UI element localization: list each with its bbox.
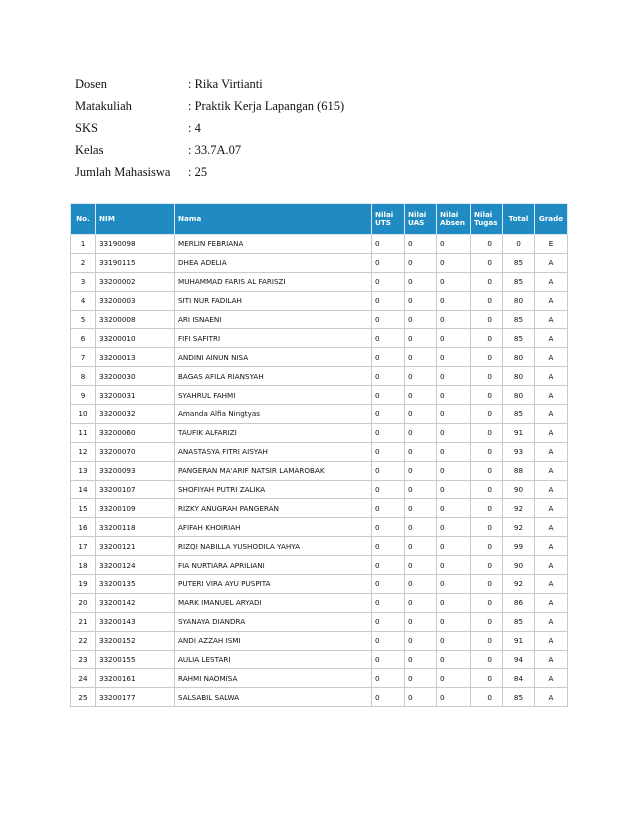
cell-nama: RIZKY ANUGRAH PANGERAN (175, 499, 372, 518)
cell-nilai-absen: 0 (437, 631, 471, 650)
grades-table (70, 203, 568, 707)
cell-nilai-uas: 0 (405, 367, 437, 386)
cell-total: 99 (503, 537, 535, 556)
cell-nilai-absen: 0 (437, 423, 471, 442)
header-nilai-uts-line2: UTS (375, 218, 391, 227)
cell-nama: RAHMI NAOMISA (175, 669, 372, 688)
info-label: Jumlah Mahasiswa (75, 164, 171, 179)
cell-total: 91 (503, 631, 535, 650)
cell-nama: FIFI SAFITRI (175, 329, 372, 348)
cell-nilai-uts: 0 (372, 291, 405, 310)
cell-grade: A (535, 423, 568, 442)
info-value: : 33.7A.07 (188, 142, 242, 157)
cell-no: 21 (71, 612, 96, 631)
cell-nilai-uts: 0 (372, 518, 405, 537)
info-value: : 4 (188, 120, 201, 135)
cell-nim: 33200152 (96, 631, 175, 650)
cell-nama: SYAHRUL FAHMI (175, 386, 372, 405)
cell-nilai-tugas: 0 (471, 593, 503, 612)
cell-total: 85 (503, 272, 535, 291)
cell-nilai-absen: 0 (437, 310, 471, 329)
cell-nilai-tugas: 0 (471, 461, 503, 480)
cell-nilai-tugas: 0 (471, 556, 503, 575)
cell-nama: ANDINI AINUN NISA (175, 348, 372, 367)
cell-total: 92 (503, 575, 535, 594)
cell-nilai-uas: 0 (405, 518, 437, 537)
cell-total: 86 (503, 593, 535, 612)
cell-nama: ANDI AZZAH ISMI (175, 631, 372, 650)
table-row (71, 329, 568, 348)
cell-total: 90 (503, 556, 535, 575)
cell-total: 80 (503, 386, 535, 405)
cell-nilai-uts: 0 (372, 367, 405, 386)
cell-nilai-uts: 0 (372, 442, 405, 461)
cell-nim: 33200155 (96, 650, 175, 669)
cell-nim: 33200142 (96, 593, 175, 612)
cell-nilai-tugas: 0 (471, 650, 503, 669)
cell-nilai-uts: 0 (372, 631, 405, 650)
cell-no: 15 (71, 499, 96, 518)
table-row (71, 518, 568, 537)
table-row (71, 480, 568, 499)
header-nilai-uts-line1: Nilai (375, 209, 394, 219)
cell-nilai-tugas: 0 (471, 253, 503, 272)
cell-nilai-uas: 0 (405, 272, 437, 291)
cell-nilai-uts: 0 (372, 556, 405, 575)
cell-grade: A (535, 348, 568, 367)
cell-nim: 33200124 (96, 556, 175, 575)
cell-nilai-absen: 0 (437, 669, 471, 688)
cell-nim: 33200002 (96, 272, 175, 291)
cell-nilai-uas: 0 (405, 612, 437, 631)
cell-nama: MERLIN FEBRIANA (175, 235, 372, 254)
cell-grade: A (535, 593, 568, 612)
info-label: Dosen (75, 77, 107, 92)
cell-nilai-uas: 0 (405, 688, 437, 707)
cell-nilai-absen: 0 (437, 575, 471, 594)
cell-nilai-uas: 0 (405, 291, 437, 310)
table-row (71, 612, 568, 631)
cell-nilai-absen: 0 (437, 688, 471, 707)
info-label: Kelas (75, 142, 104, 157)
cell-no: 9 (71, 386, 96, 405)
cell-nilai-tugas: 0 (471, 442, 503, 461)
cell-nilai-tugas: 0 (471, 537, 503, 556)
cell-nim: 33200010 (96, 329, 175, 348)
cell-nilai-absen: 0 (437, 593, 471, 612)
table-header-row (71, 204, 568, 235)
info-row-matakuliah (75, 96, 344, 118)
cell-nama: Amanda Alfia Ningtyas (175, 405, 372, 424)
cell-nama: SALSABIL SALWA (175, 688, 372, 707)
cell-total: 80 (503, 291, 535, 310)
cell-nama: PUTERI VIRA AYU PUSPITA (175, 575, 372, 594)
cell-total: 84 (503, 669, 535, 688)
cell-total: 85 (503, 405, 535, 424)
cell-nilai-tugas: 0 (471, 518, 503, 537)
cell-nilai-absen: 0 (437, 291, 471, 310)
cell-total: 85 (503, 688, 535, 707)
cell-nama: RIZQI NABILLA YUSHODILA YAHYA (175, 537, 372, 556)
header-nilai-tugas-line2: Tugas (474, 218, 498, 227)
cell-nim: 33200107 (96, 480, 175, 499)
cell-nilai-absen: 0 (437, 235, 471, 254)
cell-nama: DHEA ADELIA (175, 253, 372, 272)
header-nilai-absen-line2: Absen (440, 218, 465, 227)
cell-nilai-absen: 0 (437, 650, 471, 669)
cell-nama: MUHAMMAD FARIS AL FARISZI (175, 272, 372, 291)
cell-nilai-uas: 0 (405, 499, 437, 518)
cell-nilai-tugas: 0 (471, 423, 503, 442)
info-row-jumlah-mahasiswa (75, 161, 344, 183)
cell-grade: A (535, 688, 568, 707)
cell-grade: A (535, 291, 568, 310)
info-row-sks (75, 118, 344, 140)
cell-nim: 33200135 (96, 575, 175, 594)
cell-nilai-absen: 0 (437, 518, 471, 537)
cell-nilai-uas: 0 (405, 556, 437, 575)
cell-grade: A (535, 537, 568, 556)
cell-nilai-absen: 0 (437, 348, 471, 367)
cell-nilai-uts: 0 (372, 348, 405, 367)
cell-grade: A (535, 499, 568, 518)
cell-grade: E (535, 235, 568, 254)
cell-no: 19 (71, 575, 96, 594)
cell-total: 92 (503, 518, 535, 537)
cell-nilai-uts: 0 (372, 612, 405, 631)
cell-nim: 33200032 (96, 405, 175, 424)
cell-nilai-uas: 0 (405, 480, 437, 499)
cell-grade: A (535, 272, 568, 291)
cell-no: 24 (71, 669, 96, 688)
cell-nilai-tugas: 0 (471, 235, 503, 254)
table-row (71, 272, 568, 291)
table-row (71, 423, 568, 442)
header-nilai-tugas-line1: Nilai (474, 209, 493, 219)
cell-nilai-uas: 0 (405, 235, 437, 254)
cell-nilai-tugas: 0 (471, 631, 503, 650)
header-no: No. (71, 204, 96, 235)
table-row (71, 688, 568, 707)
table-row (71, 556, 568, 575)
cell-total: 94 (503, 650, 535, 669)
cell-grade: A (535, 442, 568, 461)
cell-nilai-tugas: 0 (471, 405, 503, 424)
cell-nilai-uas: 0 (405, 405, 437, 424)
cell-nilai-uts: 0 (372, 537, 405, 556)
cell-nilai-uts: 0 (372, 461, 405, 480)
table-body (71, 235, 568, 707)
cell-nilai-absen: 0 (437, 461, 471, 480)
cell-nilai-absen: 0 (437, 537, 471, 556)
cell-no: 1 (71, 235, 96, 254)
cell-no: 20 (71, 593, 96, 612)
header-nilai-absen-line1: Nilai (440, 209, 459, 219)
table-row (71, 235, 568, 254)
cell-nilai-uas: 0 (405, 631, 437, 650)
header-nilai-uas (405, 204, 437, 235)
cell-nilai-uas: 0 (405, 348, 437, 367)
cell-nilai-uts: 0 (372, 499, 405, 518)
cell-nilai-uts: 0 (372, 480, 405, 499)
cell-total: 85 (503, 253, 535, 272)
cell-nilai-absen: 0 (437, 386, 471, 405)
cell-nama: SYANAYA DIANDRA (175, 612, 372, 631)
cell-nama: MARK IMANUEL ARYADI (175, 593, 372, 612)
cell-nilai-tugas: 0 (471, 612, 503, 631)
course-info (75, 74, 344, 183)
cell-grade: A (535, 480, 568, 499)
cell-total: 85 (503, 310, 535, 329)
cell-no: 25 (71, 688, 96, 707)
cell-nilai-uas: 0 (405, 310, 437, 329)
table-row (71, 367, 568, 386)
cell-nilai-tugas: 0 (471, 688, 503, 707)
cell-nim: 33200109 (96, 499, 175, 518)
cell-nilai-uts: 0 (372, 405, 405, 424)
cell-no: 23 (71, 650, 96, 669)
cell-nilai-uas: 0 (405, 669, 437, 688)
info-value: : Rika Virtianti (188, 77, 263, 92)
cell-no: 11 (71, 423, 96, 442)
cell-nilai-uts: 0 (372, 310, 405, 329)
cell-no: 3 (71, 272, 96, 291)
cell-no: 5 (71, 310, 96, 329)
cell-nilai-tugas: 0 (471, 310, 503, 329)
cell-no: 8 (71, 367, 96, 386)
cell-nilai-absen: 0 (437, 499, 471, 518)
cell-nama: ARI ISNAENI (175, 310, 372, 329)
cell-total: 85 (503, 612, 535, 631)
table-row (71, 461, 568, 480)
cell-nilai-uts: 0 (372, 423, 405, 442)
cell-nilai-absen: 0 (437, 329, 471, 348)
cell-nilai-uts: 0 (372, 593, 405, 612)
cell-nilai-absen: 0 (437, 612, 471, 631)
cell-nim: 33200030 (96, 367, 175, 386)
cell-nama: TAUFIK ALFARIZI (175, 423, 372, 442)
cell-nilai-tugas: 0 (471, 348, 503, 367)
cell-nilai-absen: 0 (437, 442, 471, 461)
cell-total: 80 (503, 348, 535, 367)
cell-grade: A (535, 329, 568, 348)
cell-nilai-uas: 0 (405, 442, 437, 461)
table-row (71, 310, 568, 329)
cell-nim: 33200143 (96, 612, 175, 631)
header-nilai-tugas (471, 204, 503, 235)
cell-no: 7 (71, 348, 96, 367)
cell-nilai-tugas: 0 (471, 272, 503, 291)
info-row-kelas (75, 139, 344, 161)
table-row (71, 348, 568, 367)
cell-total: 93 (503, 442, 535, 461)
cell-nim: 33200121 (96, 537, 175, 556)
cell-nilai-tugas: 0 (471, 669, 503, 688)
cell-grade: A (535, 461, 568, 480)
cell-total: 88 (503, 461, 535, 480)
cell-no: 10 (71, 405, 96, 424)
cell-total: 91 (503, 423, 535, 442)
cell-nilai-uts: 0 (372, 669, 405, 688)
cell-nama: AULIA LESTARI (175, 650, 372, 669)
cell-nilai-uas: 0 (405, 593, 437, 612)
cell-nim: 33200008 (96, 310, 175, 329)
cell-nilai-tugas: 0 (471, 499, 503, 518)
cell-nilai-uts: 0 (372, 235, 405, 254)
info-row-dosen (75, 74, 344, 96)
cell-nama: AFIFAH KHOIRIAH (175, 518, 372, 537)
cell-nama: SHOFIYAH PUTRI ZALIKA (175, 480, 372, 499)
cell-nilai-uas: 0 (405, 423, 437, 442)
header-nim: NIM (96, 204, 175, 235)
cell-total: 90 (503, 480, 535, 499)
cell-nilai-uts: 0 (372, 575, 405, 594)
cell-nilai-absen: 0 (437, 480, 471, 499)
cell-no: 17 (71, 537, 96, 556)
cell-grade: A (535, 253, 568, 272)
cell-grade: A (535, 405, 568, 424)
cell-grade: A (535, 575, 568, 594)
cell-no: 18 (71, 556, 96, 575)
cell-total: 80 (503, 367, 535, 386)
header-nama: Nama (175, 204, 372, 235)
cell-nilai-uas: 0 (405, 537, 437, 556)
table-row (71, 499, 568, 518)
cell-no: 6 (71, 329, 96, 348)
cell-no: 14 (71, 480, 96, 499)
cell-nilai-tugas: 0 (471, 386, 503, 405)
table-row (71, 650, 568, 669)
cell-total: 85 (503, 329, 535, 348)
cell-nilai-uas: 0 (405, 650, 437, 669)
cell-no: 16 (71, 518, 96, 537)
cell-nilai-uts: 0 (372, 688, 405, 707)
header-nilai-absen (437, 204, 471, 235)
cell-grade: A (535, 367, 568, 386)
info-label: Matakuliah (75, 99, 132, 114)
cell-nilai-tugas: 0 (471, 291, 503, 310)
table-row (71, 537, 568, 556)
cell-nim: 33200118 (96, 518, 175, 537)
cell-nim: 33200031 (96, 386, 175, 405)
info-label: SKS (75, 120, 98, 135)
table-row (71, 442, 568, 461)
info-value: : 25 (188, 164, 208, 179)
cell-nilai-uts: 0 (372, 650, 405, 669)
cell-nama: FIA NURTIARA APRILIANI (175, 556, 372, 575)
cell-nim: 33200177 (96, 688, 175, 707)
header-nilai-uts (372, 204, 405, 235)
table-row (71, 291, 568, 310)
cell-nilai-tugas: 0 (471, 329, 503, 348)
cell-nim: 33200003 (96, 291, 175, 310)
cell-nilai-uts: 0 (372, 272, 405, 291)
cell-nilai-uas: 0 (405, 329, 437, 348)
cell-grade: A (535, 556, 568, 575)
cell-nilai-uts: 0 (372, 329, 405, 348)
cell-nilai-uas: 0 (405, 386, 437, 405)
table-row (71, 386, 568, 405)
cell-nim: 33200093 (96, 461, 175, 480)
cell-nama: BAGAS AFILA RIANSYAH (175, 367, 372, 386)
table-row (71, 575, 568, 594)
cell-grade: A (535, 612, 568, 631)
cell-grade: A (535, 650, 568, 669)
cell-nim: 33200060 (96, 423, 175, 442)
cell-nilai-tugas: 0 (471, 480, 503, 499)
cell-nilai-absen: 0 (437, 556, 471, 575)
cell-nilai-uts: 0 (372, 386, 405, 405)
cell-nilai-absen: 0 (437, 253, 471, 272)
cell-grade: A (535, 518, 568, 537)
cell-no: 2 (71, 253, 96, 272)
cell-nilai-tugas: 0 (471, 367, 503, 386)
header-grade: Grade (535, 204, 568, 235)
cell-grade: A (535, 310, 568, 329)
cell-nilai-absen: 0 (437, 272, 471, 291)
cell-no: 4 (71, 291, 96, 310)
cell-nilai-uas: 0 (405, 253, 437, 272)
cell-nilai-absen: 0 (437, 367, 471, 386)
cell-nilai-absen: 0 (437, 405, 471, 424)
cell-grade: A (535, 386, 568, 405)
cell-total: 92 (503, 499, 535, 518)
table-row (71, 631, 568, 650)
header-total: Total (503, 204, 535, 235)
cell-nilai-tugas: 0 (471, 575, 503, 594)
cell-nama: PANGERAN MA'ARIF NATSIR LAMAROBAK (175, 461, 372, 480)
cell-nim: 33190115 (96, 253, 175, 272)
cell-grade: A (535, 669, 568, 688)
cell-nama: ANASTASYA FITRI AISYAH (175, 442, 372, 461)
table-row (71, 253, 568, 272)
cell-nama: SITI NUR FADILAH (175, 291, 372, 310)
cell-no: 12 (71, 442, 96, 461)
cell-nilai-uts: 0 (372, 253, 405, 272)
cell-nilai-uas: 0 (405, 575, 437, 594)
header-nilai-uas-line2: UAS (408, 218, 425, 227)
table-row (71, 593, 568, 612)
cell-nim: 33200161 (96, 669, 175, 688)
info-value: : Praktik Kerja Lapangan (615) (188, 99, 345, 114)
cell-no: 13 (71, 461, 96, 480)
header-nilai-uas-line1: Nilai (408, 209, 427, 219)
cell-nim: 33200013 (96, 348, 175, 367)
cell-no: 22 (71, 631, 96, 650)
cell-nim: 33190098 (96, 235, 175, 254)
cell-grade: A (535, 631, 568, 650)
cell-nilai-uas: 0 (405, 461, 437, 480)
cell-nim: 33200070 (96, 442, 175, 461)
cell-total: 0 (503, 235, 535, 254)
table-row (71, 669, 568, 688)
table-row (71, 405, 568, 424)
